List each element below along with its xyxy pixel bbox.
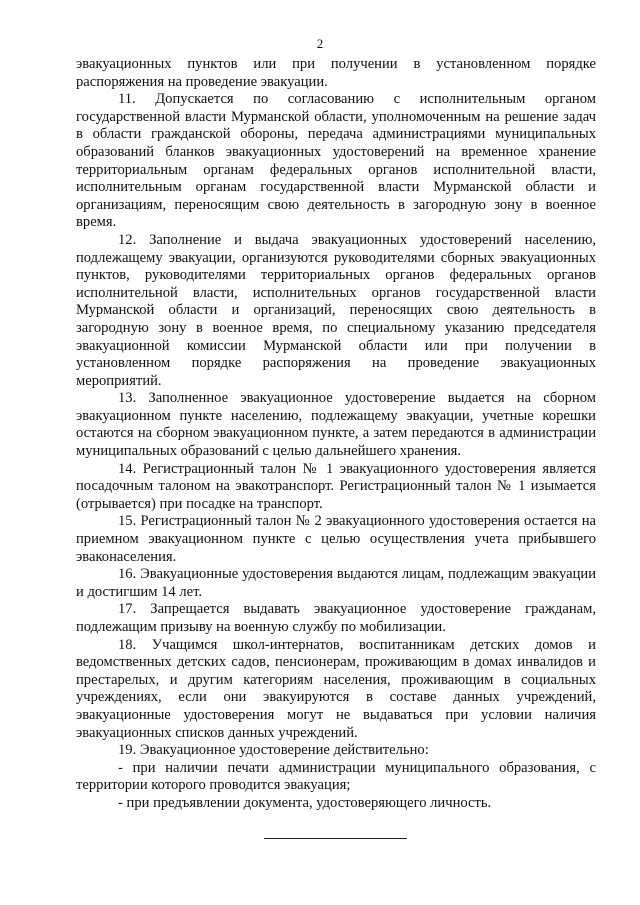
paragraph-19-item-seal: - при наличии печати администрации муниципального образования, с территории которого проводится эвакуация;: [76, 759, 596, 794]
document-body: [76, 56, 596, 813]
paragraph-19-item-id: - при предъявлении документа, удостоверяющего личность.: [118, 794, 492, 811]
paragraph-14: 14. Регистрационный талон № 1 эвакуационного удостоверения является посадочным талоном на эвакотранспорт. Регистрационный талон № 1 изымается (отрывается) при посадке на транспорт.: [76, 460, 596, 512]
page-number: 2: [316, 36, 324, 51]
end-separator-line: [264, 838, 407, 839]
paragraph-19: 19. Эвакуационное удостоверение действительно:: [118, 742, 429, 759]
paragraph-17: 17. Запрещается выдавать эвакуационное удостоверение гражданам, подлежащим призыву на военную службу по мобилизации.: [76, 601, 596, 635]
paragraph-12: 12. Заполнение и выдача эвакуационных удостоверений населению, подлежащему эвакуации, организуются руководителями сборных эвакуационных пунктов, руководителями территориальных органов федеральных органов исполнительной власти, исполнительных органов государственной власти Мурманской области и организаций, переносящих свою деятельность в загородную зону в военное время, по специальному указанию председателя эвакуационной комиссии Мурманской области или при получении в установленном порядке распоряжения на проведение эвакуационных мероприятий.: [76, 231, 596, 389]
paragraph-16: 16. Эвакуационные удостоверения выдаются лицам, подлежащим эвакуации и достигшим 14 лет.: [76, 566, 596, 600]
paragraph-continuation: эвакуационных пунктов или при получении в установленном порядке распоряжения на проведение эвакуации.: [76, 56, 596, 90]
paragraph-18: 18. Учащимся школ-интернатов, воспитанникам детских домов и ведомственных детских садов, пенсионерам, проживающим в домах инвалидов и престарелых, и другим категориям населения, проживающим в социальных учреждениях, если они эвакуируются в составе данных учреждений, эвакуационные удостоверения могут не выдаваться при условии наличия эвакуационных списков данных учреждений.: [76, 636, 596, 741]
paragraph-11: 11. Допускается по согласованию с исполнительным органом государственной власти Мурманской области, уполномоченным на решение задач в области гражданской обороны, передача администрациями муниципальных образований бланков эвакуационных удостоверений на временное хранение территориальным органам федеральных органов исполнительной власти, исполнительным органам государственной власти Мурманской области и организациям, переносящим свою деятельность в загородную зону в военное время.: [76, 91, 596, 231]
paragraph-13: 13. Заполненное эвакуационное удостоверение выдается на сборном эвакуационном пункте населению, подлежащему эвакуации, учетные корешки остаются на сборном эвакуационном пункте, а затем передаются в администрации муниципальных образований с целью дальнейшего хранения.: [76, 390, 596, 460]
paragraph-15: 15. Регистрационный талон № 2 эвакуационного удостоверения остается на приемном эвакуационном пункте с целью осуществления учета прибывшего эваконаселения.: [76, 513, 596, 565]
